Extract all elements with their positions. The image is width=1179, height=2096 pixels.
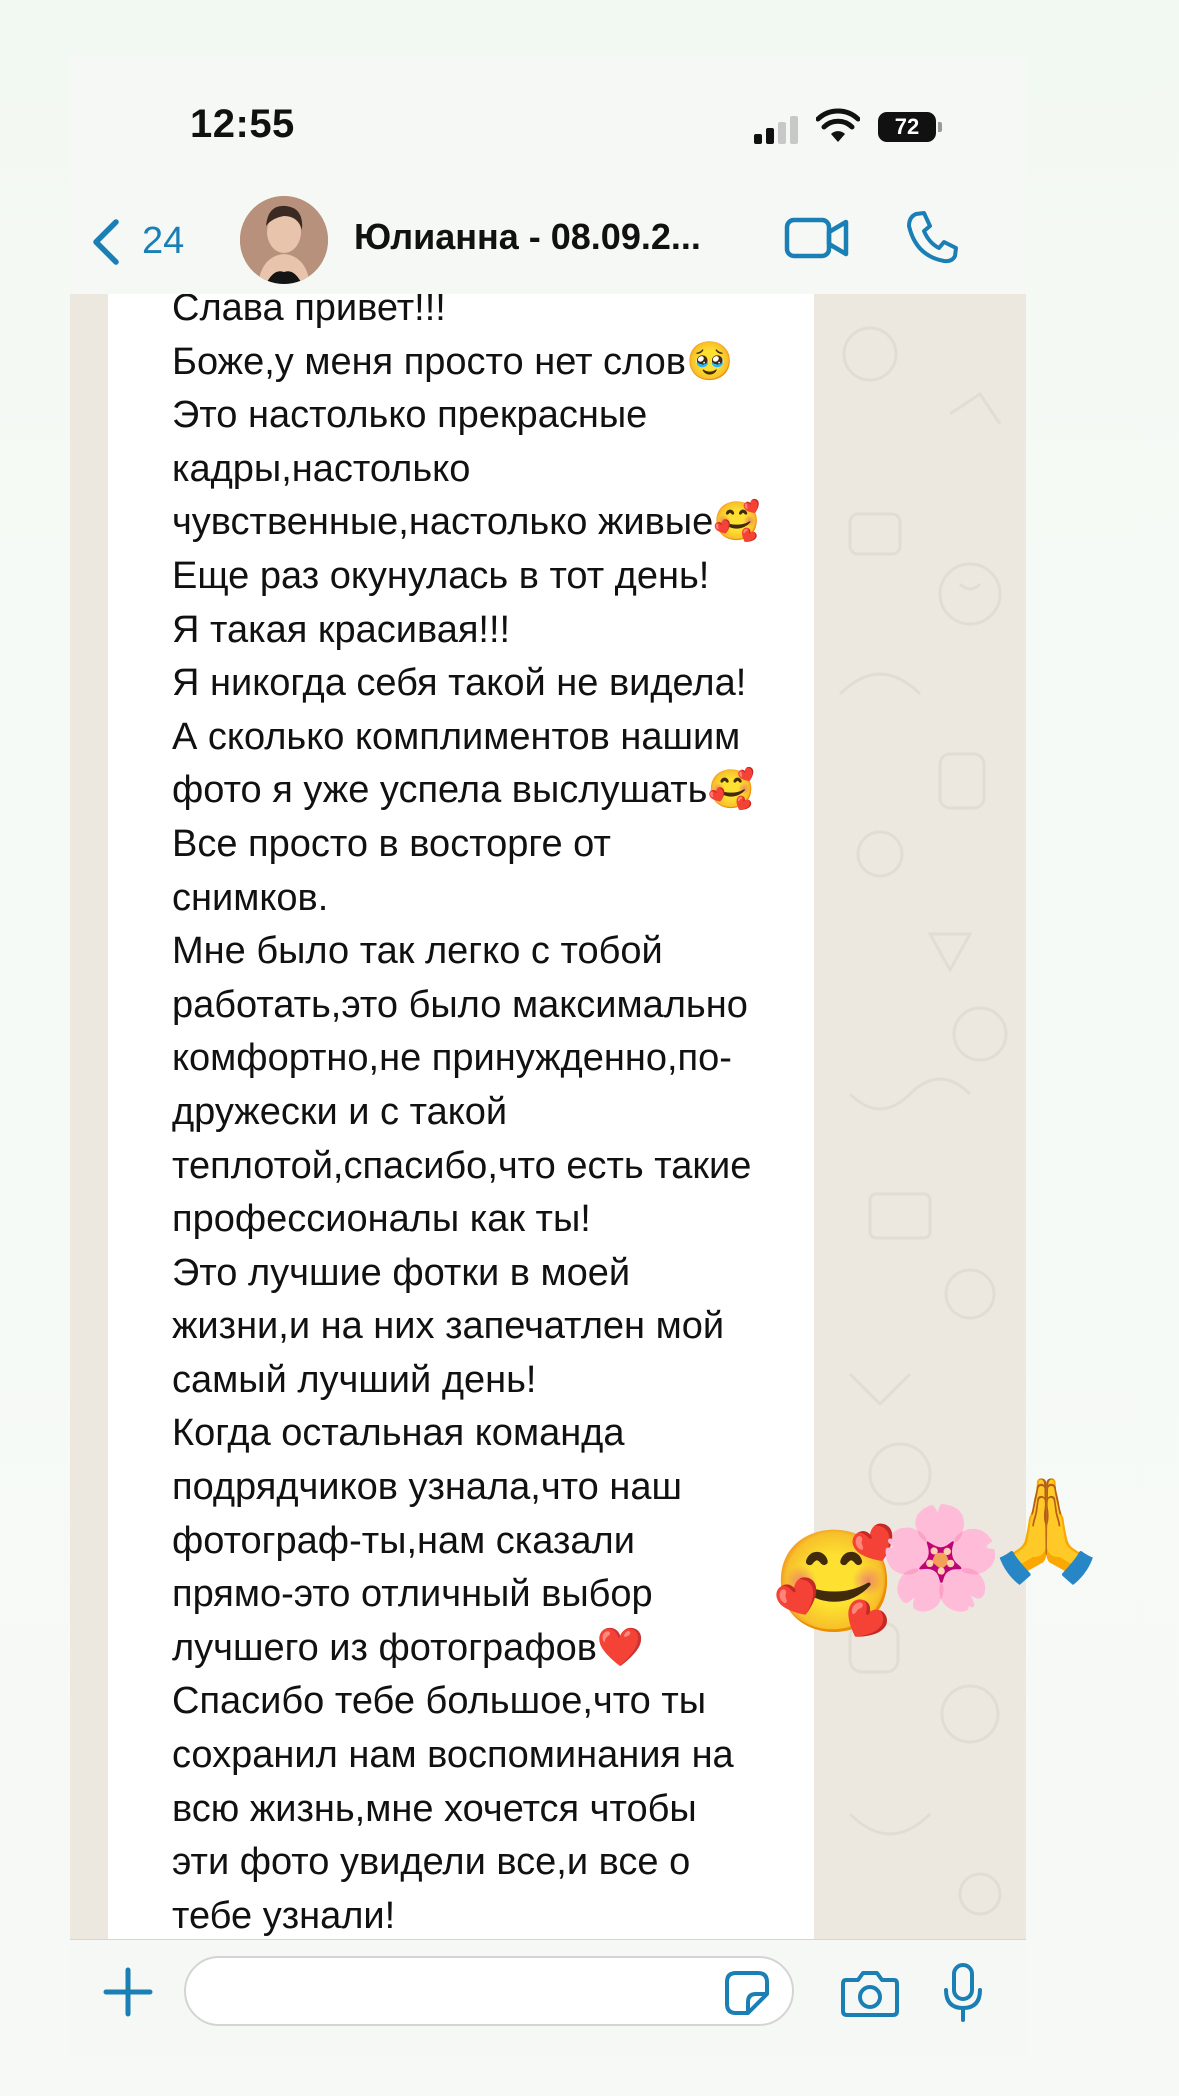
message-line: лучшего из фотографов❤️ <box>172 1626 645 1669</box>
unread-count: 24 <box>142 220 185 262</box>
message-line: теплотой,спасибо,что есть такие <box>172 1144 752 1187</box>
video-call-icon[interactable] <box>784 212 850 264</box>
avatar-photo <box>240 196 328 284</box>
phone-icon[interactable] <box>904 208 960 266</box>
camera-icon[interactable] <box>840 1968 900 2018</box>
message-line: Слава привет!!! <box>172 294 446 329</box>
reaction-emoji[interactable]: 🌸 <box>878 1502 1003 1614</box>
message-line: дружески и с такой <box>172 1090 508 1133</box>
message-line: чувственные,настолько живые🥰 <box>172 501 761 544</box>
back-button[interactable] <box>86 210 226 274</box>
message-line: прямо-это отличный выбор <box>172 1573 653 1616</box>
message-line: Я такая красивая!!! <box>172 608 511 651</box>
message-line: Мне было так легко с тобой <box>172 930 663 973</box>
message-line: Это лучшие фотки в моей <box>172 1251 631 1294</box>
chevron-left-icon <box>86 218 126 266</box>
message-line: подрядчиков узнала,что наш <box>172 1466 682 1509</box>
cellular-signal-icon <box>754 114 798 144</box>
message-line: тебе узнали! <box>172 1894 396 1937</box>
message-line: Когда остальная команда <box>172 1412 625 1455</box>
message-line: сохранил нам воспоминания на <box>172 1734 734 1777</box>
message-input[interactable] <box>184 1956 794 2026</box>
microphone-icon[interactable] <box>942 1962 984 2024</box>
phone-screen <box>70 56 1026 1939</box>
reaction-emoji[interactable]: 🙏 <box>984 1474 1109 1586</box>
message-bubble[interactable] <box>108 294 814 1939</box>
contact-name[interactable]: Юлианна - 08.09.2... <box>354 216 701 257</box>
message-line: самый лучший день! <box>172 1358 537 1401</box>
message-line: фотограф-ты,нам сказали <box>172 1519 635 1562</box>
message-line: Боже,у меня просто нет слов🥹 <box>172 340 734 383</box>
message-line: Это настолько прекрасные <box>172 394 648 437</box>
top-bar <box>70 56 1026 295</box>
message-line: фото я уже успела выслушать🥰 <box>172 769 755 812</box>
plus-icon[interactable] <box>100 1964 156 2020</box>
message-line: Еще раз окунулась в тот день! <box>172 554 710 597</box>
reaction-emoji[interactable]: 🥰 <box>772 1526 897 1638</box>
message-line: А сколько комплиментов нашим <box>172 715 741 758</box>
message-line: эти фото увидели все,и все о <box>172 1841 691 1884</box>
status-time: 12:55 <box>190 102 295 146</box>
battery-indicator: 72 <box>878 112 936 142</box>
sticker-icon[interactable] <box>724 1970 770 2016</box>
chat-background-doodles <box>810 294 1026 1939</box>
message-line: всю жизнь,мне хочется чтобы <box>172 1787 697 1830</box>
message-line: Все просто в восторге от <box>172 822 611 865</box>
message-text <box>172 294 840 1939</box>
message-line: снимков. <box>172 876 329 919</box>
message-line: Спасибо тебе большое,что ты <box>172 1680 707 1723</box>
input-bar <box>70 1939 1026 2056</box>
avatar[interactable] <box>240 196 328 284</box>
message-line: жизни,и на них запечатлен мой <box>172 1305 725 1348</box>
message-line: работать,это было максимально <box>172 983 748 1026</box>
message-line: Я никогда себя такой не видела! <box>172 662 747 705</box>
wifi-icon <box>816 108 860 144</box>
message-reactions[interactable] <box>772 1474 1122 1640</box>
message-line: профессионалы как ты! <box>172 1198 591 1241</box>
message-line: кадры,настолько <box>172 447 471 490</box>
message-line: комфортно,не принужденно,по- <box>172 1037 732 1080</box>
chat-area[interactable] <box>70 294 1026 1939</box>
